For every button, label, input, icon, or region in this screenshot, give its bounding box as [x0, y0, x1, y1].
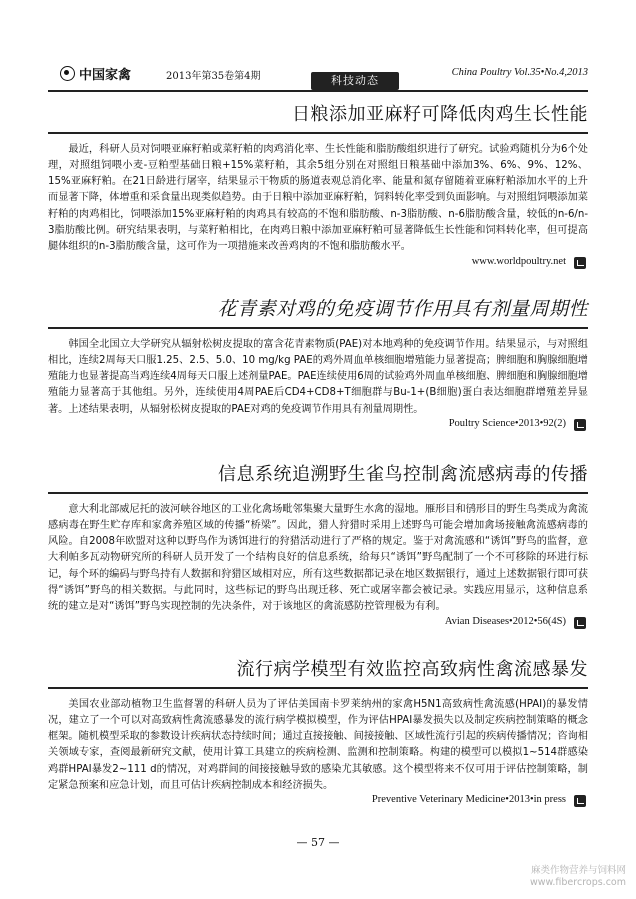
article-flaxseed	[48, 100, 588, 267]
journal-logo	[60, 64, 131, 83]
article-source-text: Avian Diseases•2012•56(4S)	[444, 615, 566, 627]
header-divider	[48, 90, 588, 92]
article-body: 美国农业部动植物卫生监督署的科研人员为了评估美国南卡罗莱纳州的家禽H5N1高致病性禽流感(HPAI)的暴发情况，建立了一个可以对高致病性禽流感暴发的流行病学模拟模型，作为评估HPAI暴发损失以及制定疾病控制策略的概念框架。随机模型采取的参数设计疾病状态持续时间；通过直接接触、间接接触、区域性流行引起的疾病传播情况；咨询相关领域专家，查阅最新研究文献，使用计算工具建立的疾病检测、监测和控制策略。构建的模型可以模拟1~514群感染鸡群HPAI暴发2~111 d的情况，对鸡群间的间接接触导致的感染尤其敏感。这个模型将来不仅可用于评估控制策略，制定紧急预案和应急计划，而且可估计疾病控制成本和经济损失。	[48, 698, 588, 791]
article-epidemiology-model	[48, 655, 588, 805]
article-title: 流行病学模型有效监控高致病性禽流感暴发	[236, 659, 588, 680]
article-source	[48, 256, 588, 267]
article-anthocyanin	[48, 294, 588, 429]
watermark-url: www.fibercrops.com	[529, 877, 626, 888]
article-title: 花青素对鸡的免疫调节作用具有剂量周期性	[217, 298, 588, 320]
title-divider	[48, 687, 588, 689]
watermark	[530, 865, 626, 889]
issue-info-chinese: 2013年第35卷第4期	[166, 71, 261, 82]
title-divider	[48, 492, 588, 494]
article-source	[48, 794, 588, 805]
article-body: 韩国全北国立大学研究从辐射松树皮提取的富含花青素物质(PAE)对本地鸡种的免疫调节作用。结果显示，与对照组相比，连续2周每天口服1.25、2.5、5.0、10 mg/kg PAE的鸡外周血单核细胞增殖能力显著提高；脾细胞和胸腺细胞增殖能力也显著提高当鸡连续4周每天口服上述剂量PAE。PAE连续使用6周的试验鸡外周血单核细胞、脾细胞和胸腺细胞增殖能力显著高于其他组。另外，连续使用4周PAE后CD4+CD8+T细胞群与Bu-1+(B细胞)蛋白表达细胞群增殖差异显著。上述结果表明，从辐射松树皮提取的PAE对鸡的免疫调节作用具有剂量周期性。	[48, 338, 588, 415]
article-source-text: www.worldpoultry.net	[471, 255, 566, 267]
title-divider	[48, 132, 588, 134]
title-divider	[48, 327, 588, 329]
article-source	[48, 616, 588, 627]
watermark-chinese: 麻类作物营养与饲料网	[530, 865, 626, 876]
end-mark-icon	[574, 617, 586, 629]
end-mark-icon	[574, 795, 586, 807]
end-mark-icon	[574, 257, 586, 269]
page-header	[48, 60, 588, 88]
section-tab: 科技动态	[311, 72, 399, 90]
journal-logo-text: 中国家禽	[79, 68, 132, 83]
article-source-text: Poultry Science•2013•92(2)	[448, 417, 566, 429]
article-body: 意大利北部威尼托的波河峡谷地区的工业化禽场毗邻集聚大量野生水禽的湿地。雁形目和鸻形目的野生鸟类成为禽流感病毒在野生贮存库和家禽养殖区域的传播“桥梁”。因此，猎人狩猎时采用上述野鸟可能会增加禽场接触禽流感病毒的风险。自2008年欧盟对这种以野鸟作为诱饵进行的狩猎活动进行了严格的规定。鉴于对禽流感和“诱饵”野鸟的监督，意大利帕多瓦动物研究所的科研人员开发了一个结构良好的信息系统，给每只“诱饵”野鸟配制了一个不可移除的环进行标记，每个环的编码与野鸟持有人数据和狩猎区域相对应，所有这些数据都记录在地区数据银行，通过上述数据银行即可获得“诱饵”野鸟的相关数据。与此同时，这些标记的野鸟出现迁移、死亡或屠宰都会被记录。实践应用显示，这种信息系统的建立是对“诱饵”野鸟实现控制的先决条件，对于该地区的禽流感防控管理极为有利。	[48, 503, 588, 613]
end-mark-icon	[574, 419, 586, 431]
article-source-text: Preventive Veterinary Medicine•2013•in press	[371, 794, 566, 806]
article-source	[48, 418, 588, 429]
article-wild-birds	[48, 460, 588, 627]
page-number: — 57 —	[296, 836, 340, 849]
article-title: 日粮添加亚麻籽可降低肉鸡生长性能	[292, 104, 588, 125]
journal-emblem-icon	[60, 66, 75, 81]
article-body: 最近，科研人员对饲喂亚麻籽粕或菜籽粕的肉鸡消化率、生长性能和脂肪酸组织进行了研究。试验鸡随机分为6个处理，对照组饲喂小麦-豆粕型基础日粮+15%菜籽粕，其余5组分别在对照组日粮基础中添加3%、6%、9%、12%、15%亚麻籽粕。在21日龄进行屠宰，结果显示干物质的肠道表观总消化率、能量和氮存留随着亚麻籽粕添加水平的上升而显著下降，体增重和采食量出现类似趋势。由于日粮中添加亚麻籽粕，饲料转化率受到负面影响。与对照组饲喂添加菜籽粕的肉鸡相比，饲喂添加15%亚麻籽粕的肉鸡具有较高的不饱和脂肪酸、n-3脂肪酸、n-6脂肪酸含量，较低的n-6/n-3脂肪酸比例。研究结果表明，与菜籽粕相比，在肉鸡日粮中添加亚麻籽粕可显著降低生长性能和饲料转化率，但可提高腿体组织的n-3脂肪酸含量，这可作为一项措施来改善鸡肉的不饱和脂肪酸水平。	[48, 143, 588, 253]
issue-info-english: China Poultry Vol.35•No.4,2013	[451, 67, 588, 78]
article-title: 信息系统追溯野生雀鸟控制禽流感病毒的传播	[218, 464, 588, 485]
